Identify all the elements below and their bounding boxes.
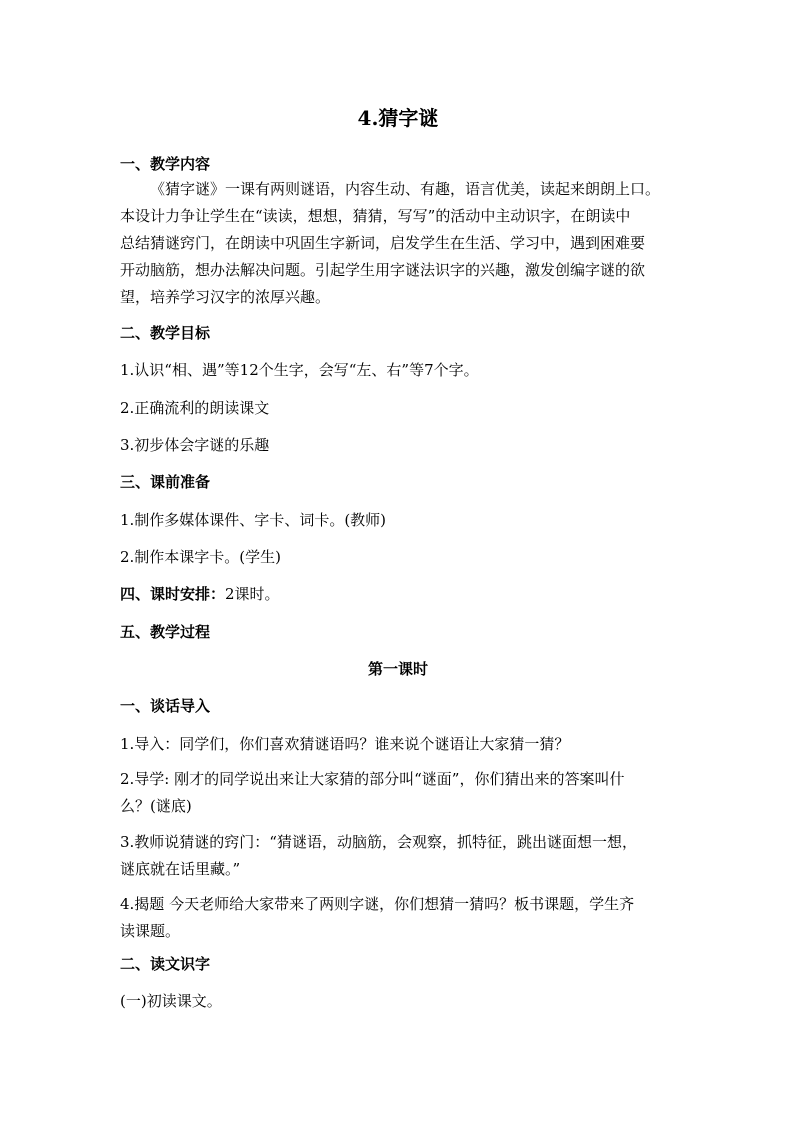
page-title: 4.猜字谜: [357, 106, 439, 130]
reading-item: (一)初读课文。: [120, 992, 222, 1010]
paragraph-line: 开动脑筋，想办法解决问题。引起学生用字谜法识字的兴趣，激发创编字谜的欲: [120, 261, 646, 279]
preparation-item: 1.制作多媒体课件、字卡、词卡。(教师): [120, 511, 387, 529]
objective-item: 1.认识“相、遇”等12个生字，会写“左、右”等7个字。: [120, 361, 479, 379]
section-heading-objectives: 二、教学目标: [120, 324, 211, 342]
paragraph-line: 4.揭题 今天老师给大家带来了两则字谜，你们想猜一猜吗？板书课题，学生齐: [120, 895, 635, 913]
section-heading-process: 五、教学过程: [120, 623, 211, 641]
intro-item: 1.导入：同学们，你们喜欢猜谜语吗？谁来说个谜语让大家猜一猜？: [120, 735, 570, 753]
paragraph-line: 望，培养学习汉字的浓厚兴趣。: [120, 288, 331, 306]
paragraph-line: 么？(谜底): [120, 797, 192, 815]
schedule-line: [120, 584, 676, 604]
section-heading-content: 一、教学内容: [120, 155, 211, 173]
lesson-title: 第一课时: [367, 660, 428, 678]
objective-item: 2.正确流利的朗读课文: [120, 399, 270, 417]
objective-item: 3.初步体会字谜的乐趣: [120, 436, 270, 454]
paragraph-line: 《猜字谜》一课有两则谜语，内容生动、有趣，语言优美，读起来朗朗上口。: [150, 180, 661, 198]
intro-item: [120, 829, 676, 883]
intro-item: [120, 891, 676, 945]
paragraph-line: 总结猜谜窍门，在朗读中巩固生字新词，启发学生在生活、学习中，遇到困难要: [120, 234, 646, 252]
paragraph-line: 本设计力争让学生在“读读，想想，猜猜，写写”的活动中主动识字，在朗读中: [120, 207, 631, 225]
paragraph-line: 2.导学: 刚才的同学说出来让大家猜的部分叫“谜面”，你们猜出来的答案叫什: [120, 770, 625, 788]
part-heading-reading: 二、读文识字: [120, 955, 211, 973]
section-content-paragraph: [120, 176, 676, 311]
intro-item: [120, 766, 676, 820]
preparation-item: 2.制作本课字卡。(学生): [120, 548, 282, 566]
schedule-value: 2课时。: [225, 585, 280, 603]
section-heading-preparation: 三、课前准备: [120, 473, 211, 491]
paragraph-line: 读课题。: [120, 922, 181, 940]
document-page: [120, 0, 676, 1123]
paragraph-line: 谜底就在话里藏。”: [120, 860, 241, 878]
part-heading-intro: 一、谈话导入: [120, 697, 211, 715]
section-heading-schedule: 四、课时安排：: [120, 585, 226, 603]
paragraph-line: 3.教师说猜谜的窍门：“猜谜语，动脑筋，会观察，抓特征，跳出谜面想一想，: [120, 833, 637, 851]
